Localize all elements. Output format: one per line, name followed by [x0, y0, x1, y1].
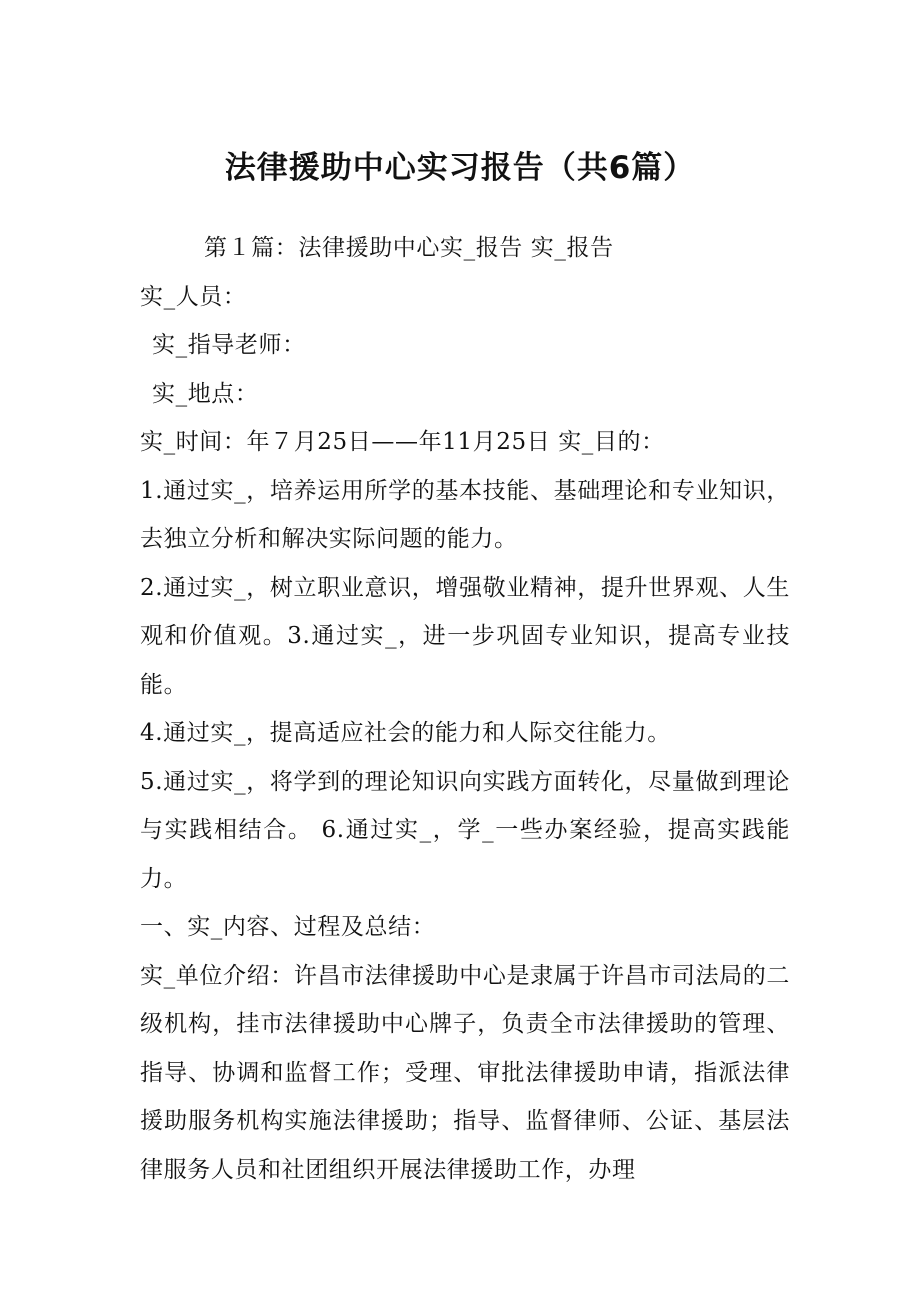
paragraph-item-2-3: 2.通过实_，树立职业意识，增强敬业精神，提升世界观、人生观和价值观。3.通过实_，进一步巩固专业知识，提高专业技能。	[140, 574, 790, 698]
paragraph-supervisor: 实_指导老师：	[152, 332, 306, 358]
paragraph-section-heading: 一、实_内容、过程及总结：	[140, 914, 436, 940]
paragraph-location: 实_地点：	[152, 380, 259, 407]
paragraph-time-purpose: 实_时间：年７月25日——年11月25日 实_目的：	[140, 429, 665, 455]
paragraph-item-1: 1.通过实_，培养运用所学的基本技能、基础理论和专业知识，去独立分析和解决实际问题的能力。	[140, 477, 790, 552]
paragraph-personnel: 实_人员：	[140, 283, 247, 310]
document-title: 法律援助中心实习报告（共6篇）	[224, 150, 696, 186]
paragraph-subtitle: 第１篇：法律援助中心实_报告 实_报告	[204, 235, 614, 261]
paragraph-item-4: 4.通过实_，提高适应社会的能力和人际交往能力。	[140, 720, 671, 746]
document-body	[140, 224, 790, 1194]
paragraph-item-5-6: 5.通过实_，将学到的理论知识向实践方面转化，尽量做到理论与实践相结合。 6.通过实_，学_一些办案经验，提高实践能力。	[140, 768, 790, 892]
paragraph-unit-intro: 实_单位介绍：许昌市法律援助中心是隶属于许昌市司法局的二级机构，挂市法律援助中心牌子，负责全市法律援助的管理、指导、协调和监督工作；受理、审批法律援助申请，指派法律援助服务机构实施法律援助；指导、监督律师、公证、基层法律服务人员和社团组织开展法律援助工作，办理	[140, 962, 790, 1183]
